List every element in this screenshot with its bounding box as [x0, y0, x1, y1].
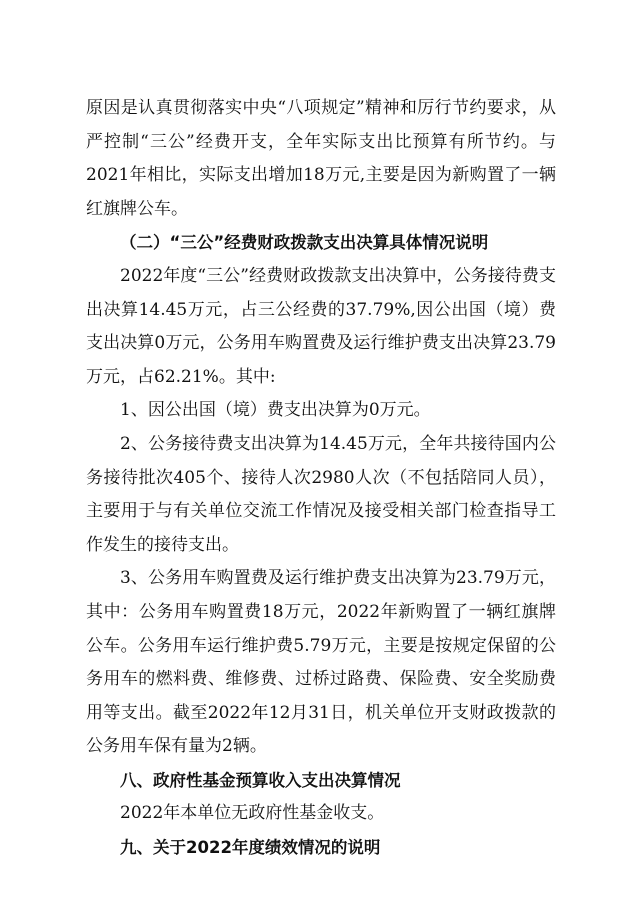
- section-heading-performance: 九、关于2022年度绩效情况的说明: [120, 838, 381, 858]
- paragraph-item-3-vehicles: 3、公务用车购置费及运行维护费支出决算为23.79万元，其中：公务用车购置费18万元，2022年新购置了一辆红旗牌公车。公务用车运行维护费5.79万元，主要是按规定保留的公务用车的燃料费、维修费、过桥过路费、保险费、安全奖励费用等支出。截至2022年12月31日，机关单位开支财政拨款的公务用车保有量为2辆。: [86, 568, 556, 757]
- section-heading-three-public-details: （二）“三公”经费财政拨款支出决算具体情况说明: [120, 233, 489, 253]
- paragraph-item-1-overseas: 1、因公出国（境）费支出决算为0万元。: [120, 400, 431, 421]
- paragraph-three-public-summary: 2022年度“三公”经费财政拨款支出决算中，公务接待费支出决算14.45万元，占三公经费的37.79%,因公出国（境）费支出决算0万元，公务用车购置费及运行维护费支出决算23.79万元，占62.21%。其中:: [86, 265, 556, 387]
- paragraph-government-fund: 2022年本单位无政府性基金收支。: [120, 803, 385, 824]
- document-body: [86, 92, 556, 865]
- section-heading-government-fund: 八、政府性基金预算收入支出决算情况: [120, 770, 401, 790]
- paragraph-reason: 原因是认真贯彻落实中央“八项规定”精神和厉行节约要求，从严控制“三公”经费开支，全年实际支出比预算有所节约。与2021年相比，实际支出增加18万元,主要是因为新购置了一辆红旗牌公车。: [86, 98, 556, 219]
- paragraph-item-2-reception: 2、公务接待费支出决算为14.45万元，全年共接待国内公务接待批次405个、接待人次2980人次（不包括陪同人员），主要用于与有关单位交流工作情况及接受相关部门检查指导工作发生的接待支出。: [86, 433, 556, 555]
